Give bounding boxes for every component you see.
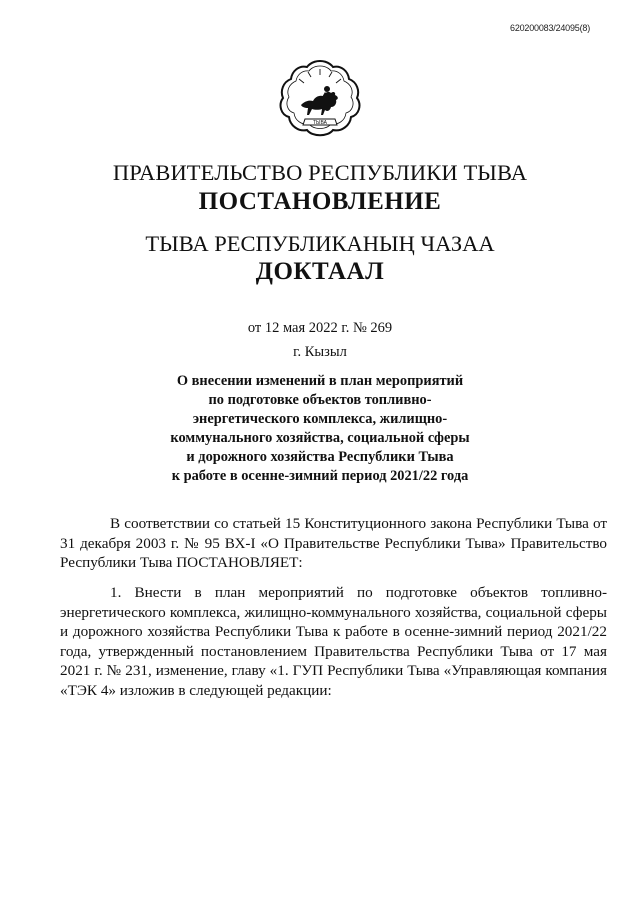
document-subject [120,372,520,486]
subject-line: к работе в осенне-зимний период 2021/22 года [171,468,469,484]
document-type: ПОСТАНОВЛЕНИЕ [198,188,442,215]
coat-of-arms-tyva-icon [275,55,365,145]
subject-line: и дорожного хозяйства Республики Тыва [186,449,454,465]
item-1-paragraph [60,583,607,700]
item-1-text: 1. Внести в план мероприятий по подготовке объектов топливно-энергетического комплекса, жилищно-коммунального хозяйства, социальной сферы и дорожного хозяйства Республики Тыва к работе в осенне-зимний период 2021/22 года, утвержденный постановлением Правительства Республики Тыва от 17 мая 2021 г. № 231, изменение, главу «1. ГУП Республики Тыва «Управляющая компания «ТЭК 4» изложив в следующей редакции: [60,584,607,699]
subject-line: по подготовке объектов топливно- [208,392,432,408]
preamble-text: В соответствии со статьей 15 Конституционного закона Республики Тыва от 31 декабря 2003 г. № 95 ВХ-I «О Правительстве Республики Тыва» Правительство Республики Тыва ПОСТАНОВЛЯЕТ: [60,515,607,571]
document-type-tyvan: ДОКТААЛ [255,258,385,285]
government-title-tyvan: ТЫВА РЕСПУБЛИКАНЫҢ ЧАЗАА [145,231,495,256]
government-title: ПРАВИТЕЛЬСТВО РЕСПУБЛИКИ ТЫВА [112,160,528,185]
subject-line: О внесении изменений в план мероприятий [176,373,464,389]
document-code: 620200083/24095(8) [510,23,590,33]
subject-line: коммунального хозяйства, социальной сферы [170,430,470,446]
document-date-number: от 12 мая 2022 г. № 269 [247,320,393,336]
document-city: г. Кызыл [293,344,347,360]
preamble-paragraph [60,514,607,573]
subject-line: энергетического комплекса, жилищно- [192,411,448,427]
emblem-banner-text: ТЫВА [313,120,327,126]
